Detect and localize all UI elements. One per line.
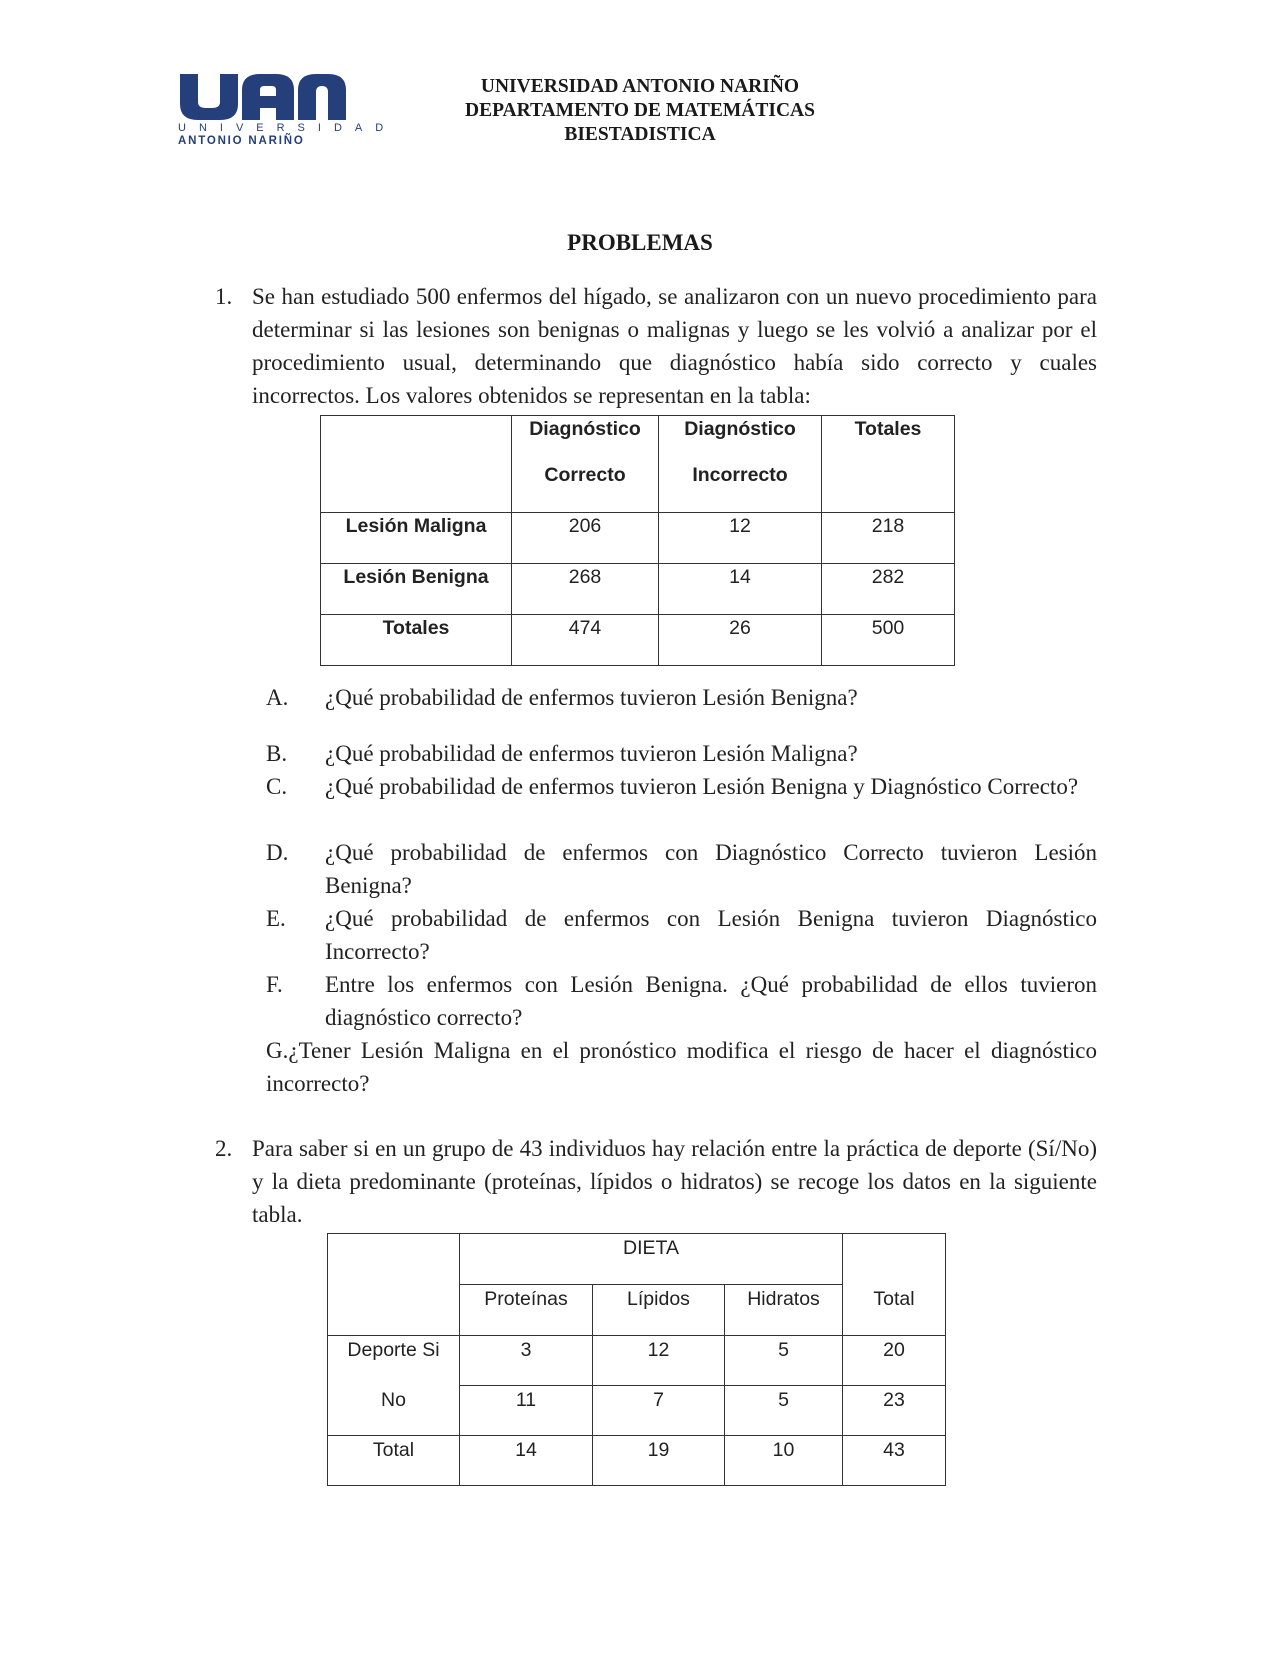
header-line: Diagnóstico: [529, 418, 641, 440]
header-department: DEPARTAMENTO DE MATEMÁTICAS: [465, 100, 815, 121]
row-label: Deporte Si: [328, 1336, 460, 1386]
table-cell: 14: [460, 1436, 593, 1486]
column-header: Lípidos: [593, 1285, 725, 1336]
table-cell: 206: [512, 513, 659, 564]
table-cell: 11: [460, 1386, 593, 1436]
logo-subtitle-antonio-narino: ANTONIO NARIÑO: [178, 135, 305, 147]
table-header-cell: [659, 416, 822, 513]
table-cell: 3: [460, 1336, 593, 1386]
group-header-dieta: DIETA: [460, 1234, 843, 1285]
table-cell: 26: [659, 615, 822, 666]
header-line: Incorrecto: [692, 464, 788, 486]
question-label: F.: [266, 972, 283, 997]
question-d: [266, 836, 1097, 902]
header-line: Diagnóstico: [684, 418, 796, 440]
table-cell: 5: [725, 1386, 843, 1436]
header-line: Totales: [854, 418, 922, 440]
question-label: G.: [266, 1038, 289, 1063]
university-logo: [178, 72, 397, 150]
table-header-cell: [822, 416, 955, 513]
table-cell: 10: [725, 1436, 843, 1486]
table-header-empty: [328, 1285, 460, 1336]
question-label: B.: [266, 741, 288, 766]
logo-subtitle-universidad: UNIVERSIDAD: [178, 122, 397, 134]
table-header-empty: [328, 1234, 460, 1285]
header-university: UNIVERSIDAD ANTONIO NARIÑO: [480, 76, 800, 97]
question-text: Entre los enfermos con Lesión Benigna. ¿Qué probabilidad de ellos tuvieron diagnóstico correcto?: [325, 972, 1097, 1030]
table-cell: 218: [822, 513, 955, 564]
table-cell: 12: [659, 513, 822, 564]
row-label: Lesión Benigna: [321, 564, 512, 615]
question-text: ¿Qué probabilidad de enfermos tuvieron Lesión Maligna?: [325, 741, 858, 766]
table-cell: 19: [593, 1436, 725, 1486]
problem-1-number: 1.: [215, 284, 233, 309]
question-label: A.: [266, 685, 289, 710]
table-cell: 7: [593, 1386, 725, 1436]
row-label: Lesión Maligna: [321, 513, 512, 564]
question-text: ¿Tener Lesión Maligna en el pronóstico modifica el riesgo de hacer el diagnóstico incorrecto?: [266, 1038, 1097, 1096]
page-title: PROBLEMAS: [567, 230, 713, 255]
question-a: [266, 681, 1097, 714]
table-cell: 23: [843, 1386, 946, 1436]
column-header: Hidratos: [725, 1285, 843, 1336]
column-header: Total: [843, 1285, 946, 1336]
question-text: ¿Qué probabilidad de enfermos con Lesión Benigna tuvieron Diagnóstico Incorrecto?: [325, 906, 1097, 964]
row-label: Totales: [321, 615, 512, 666]
row-label: No: [328, 1386, 460, 1436]
table-header-empty: [321, 416, 512, 513]
table-row: [328, 1436, 946, 1486]
table-header-empty: [843, 1234, 946, 1285]
table-row: [328, 1386, 946, 1436]
header-line: Correcto: [544, 464, 626, 486]
table-header-cell: [512, 416, 659, 513]
table-row: [321, 564, 955, 615]
question-label: D.: [266, 840, 289, 865]
problem-2: [215, 1132, 1097, 1231]
table-cell: 12: [593, 1336, 725, 1386]
table-header-row: [328, 1234, 946, 1285]
problem-1: [215, 280, 1097, 412]
question-text: ¿Qué probabilidad de enfermos tuvieron Lesión Benigna y Diagnóstico Correcto?: [325, 774, 1079, 799]
document-header: [420, 75, 860, 147]
diet-sport-table: [327, 1233, 946, 1486]
table-cell: 268: [512, 564, 659, 615]
header-course: BIESTADISTICA: [564, 124, 716, 145]
table-header-row: [321, 416, 955, 513]
question-c: [266, 770, 1097, 803]
table-cell: 43: [843, 1436, 946, 1486]
table-cell: 20: [843, 1336, 946, 1386]
table-cell: 5: [725, 1336, 843, 1386]
table-row: [321, 513, 955, 564]
table-cell: 474: [512, 615, 659, 666]
question-label: E.: [266, 906, 286, 931]
question-f: [266, 968, 1097, 1034]
table-cell: 500: [822, 615, 955, 666]
row-label: Total: [328, 1436, 460, 1486]
question-e: [266, 902, 1097, 968]
table-cell: 14: [659, 564, 822, 615]
question-g: [266, 1034, 1097, 1100]
table-row: [321, 615, 955, 666]
table-cell: 282: [822, 564, 955, 615]
diagnosis-table: [320, 415, 955, 666]
column-header: Proteínas: [460, 1285, 593, 1336]
uan-logo-mark-icon: [178, 72, 348, 120]
question-text: ¿Qué probabilidad de enfermos tuvieron Lesión Benigna?: [325, 685, 858, 710]
problem-2-number: 2.: [215, 1136, 233, 1161]
question-b: [266, 737, 1097, 770]
question-text: ¿Qué probabilidad de enfermos con Diagnóstico Correcto tuvieron Lesión Benigna?: [325, 840, 1097, 898]
table-header-row: [328, 1285, 946, 1336]
table-row: [328, 1336, 946, 1386]
problem-1-text: Se han estudiado 500 enfermos del hígado, se analizaron con un nuevo procedimiento para determinar si las lesiones son benignas o malignas y luego se les volvió a analizar por el procedimiento usual, determinando que diagnóstico había sido correcto y cuales incorrectos. Los valores obtenidos se representan en la tabla:: [252, 284, 1097, 408]
problem-2-text: Para saber si en un grupo de 43 individuos hay relación entre la práctica de deporte (Sí/No) y la dieta predominante (proteínas, lípidos o hidratos) se recoge los datos en la siguiente tabla.: [252, 1136, 1097, 1227]
question-label: C.: [266, 774, 288, 799]
